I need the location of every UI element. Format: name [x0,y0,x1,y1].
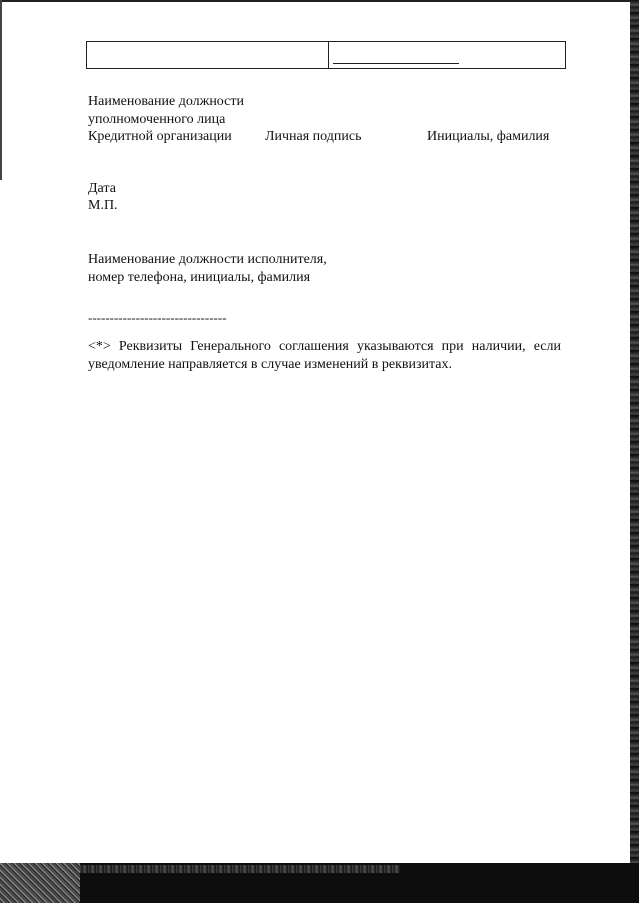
signature-label: Личная подпись [265,129,362,144]
position-title-line2: уполномоченного лица [88,112,226,127]
executor-line1: Наименование должности исполнителя, [88,252,327,267]
seal-label: М.П. [88,198,118,213]
position-title-line3: Кредитной организации [88,129,232,144]
position-title-line1: Наименование должности [88,94,244,109]
executor-line2: номер телефона, инициалы, фамилия [88,270,311,285]
scan-right-edge [630,0,639,903]
date-label: Дата [88,181,116,196]
table-fill-line [333,63,459,64]
scan-fade [80,865,400,873]
footnote-separator: -------------------------------- [88,310,227,325]
table-column-divider [328,42,329,68]
scan-noise [0,863,80,903]
scan-left-edge [0,0,2,180]
details-table [86,41,566,69]
scan-bottom-band [0,863,639,903]
footnote-text: <*> Реквизиты Генерального соглашения указываются при наличии, если уведомление направляется в случае изменений в реквизитах. [88,339,561,372]
initials-label: Инициалы, фамилия [427,129,550,144]
scan-top-edge [0,0,639,2]
